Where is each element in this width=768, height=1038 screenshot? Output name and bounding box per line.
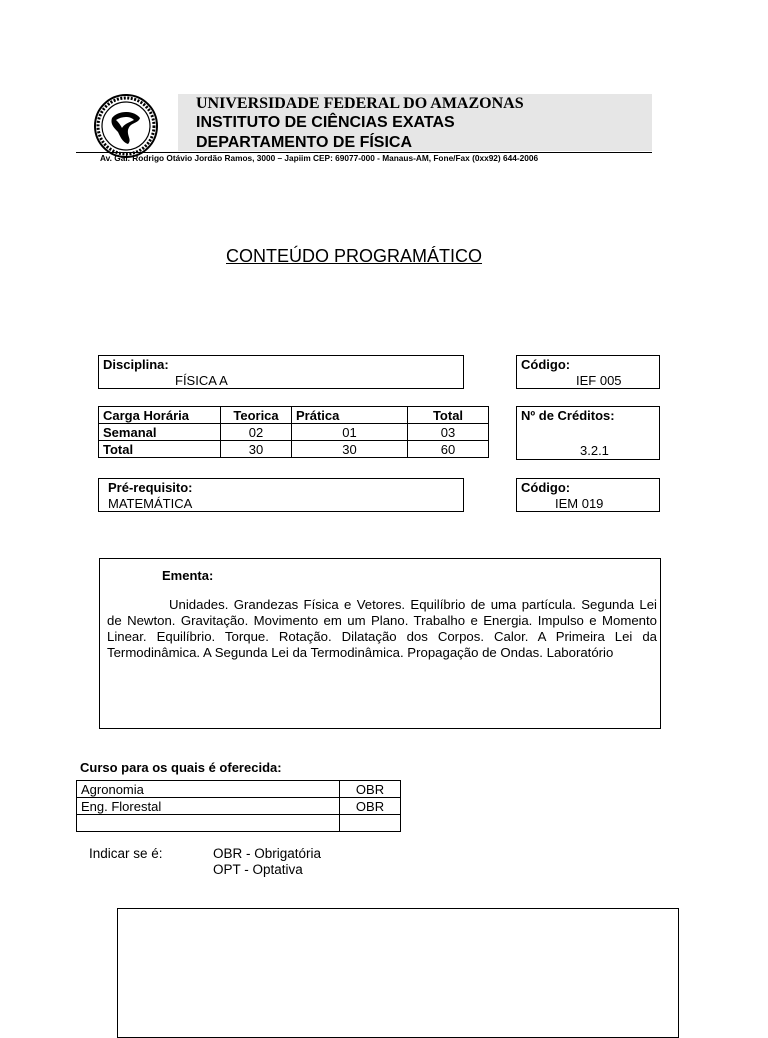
table-header-cell: Carga Horária <box>99 407 221 424</box>
table-row <box>77 781 401 798</box>
table-cell: 02 <box>221 424 292 441</box>
disciplina-label: Disciplina: <box>103 357 169 372</box>
table-row <box>99 424 489 441</box>
disciplina-box <box>98 355 464 389</box>
table-cell: Total <box>99 441 221 458</box>
table-cell: Eng. Florestal <box>77 798 340 815</box>
table-header-cell: Teorica <box>221 407 292 424</box>
university-name: UNIVERSIDADE FEDERAL DO AMAZONAS <box>196 95 524 112</box>
table-header-cell: Prática <box>292 407 408 424</box>
cursos-label: Curso para os quais é oferecida: <box>80 760 282 775</box>
table-cell: Semanal <box>99 424 221 441</box>
prerequisito-box <box>98 478 464 512</box>
table-cell: OBR <box>340 781 401 798</box>
creditos-value: 3.2.1 <box>580 443 609 458</box>
codigo-value: IEF 005 <box>576 373 622 388</box>
cursos-table <box>76 780 401 832</box>
prerequisito-value: MATEMÁTICA <box>108 496 193 511</box>
department-name: DEPARTAMENTO DE FÍSICA <box>196 134 413 151</box>
table-cell <box>340 815 401 832</box>
indicar-option-obr: OBR - Obrigatória <box>213 846 322 861</box>
table-cell: 03 <box>408 424 489 441</box>
table-header-cell: Total <box>408 407 489 424</box>
university-seal-icon <box>94 94 158 158</box>
table-cell <box>77 815 340 832</box>
table-cell: 30 <box>221 441 292 458</box>
creditos-box <box>516 406 660 460</box>
codigo-prerequisito-box <box>516 478 660 512</box>
prerequisito-label: Pré-requisito: <box>108 480 193 495</box>
table-row <box>77 798 401 815</box>
indicar-label: Indicar se é: <box>89 846 163 861</box>
address-line: Av. Gal. Rodrigo Otávio Jordão Ramos, 3000 – Japiim CEP: 69077-000 - Manaus-AM, Fone/Fax (0xx92) 644-2006 <box>100 153 539 163</box>
codigo-prerequisito-value: IEM 019 <box>555 496 604 511</box>
table-row <box>99 441 489 458</box>
codigo-label: Código: <box>521 357 571 372</box>
table-row <box>77 815 401 832</box>
ementa-label: Ementa: <box>162 568 214 583</box>
page-title: CONTEÚDO PROGRAMÁTICO <box>226 246 483 266</box>
carga-horaria-table <box>98 406 489 458</box>
bottom-empty-box <box>117 908 679 1038</box>
indicar-option-opt: OPT - Optativa <box>213 862 303 877</box>
table-cell: 60 <box>408 441 489 458</box>
ementa-text: Unidades. Grandezas Física e Vetores. Equilíbrio de uma partícula. Segunda Lei de Newton. Gravitação. Movimento em um Plano. Trabalho e Energia. Impulso e Momento Linear. Equilíbrio. Torque. Rotação. Dilatação dos Corpos. Calor. A Primeira Lei da Termodinâmica. A Segunda Lei da Termodinâmica. Propagação de Ondas. Laboratório <box>107 597 657 660</box>
codigo-prerequisito-label: Código: <box>521 480 571 495</box>
table-cell: 30 <box>292 441 408 458</box>
table-cell: OBR <box>340 798 401 815</box>
creditos-label: Nº de Créditos: <box>521 408 615 423</box>
codigo-box <box>516 355 660 389</box>
table-cell: 01 <box>292 424 408 441</box>
disciplina-value: FÍSICA A <box>175 373 228 388</box>
table-cell: Agronomia <box>77 781 340 798</box>
institute-name: INSTITUTO DE CIÊNCIAS EXATAS <box>196 114 455 131</box>
table-row <box>99 407 489 424</box>
